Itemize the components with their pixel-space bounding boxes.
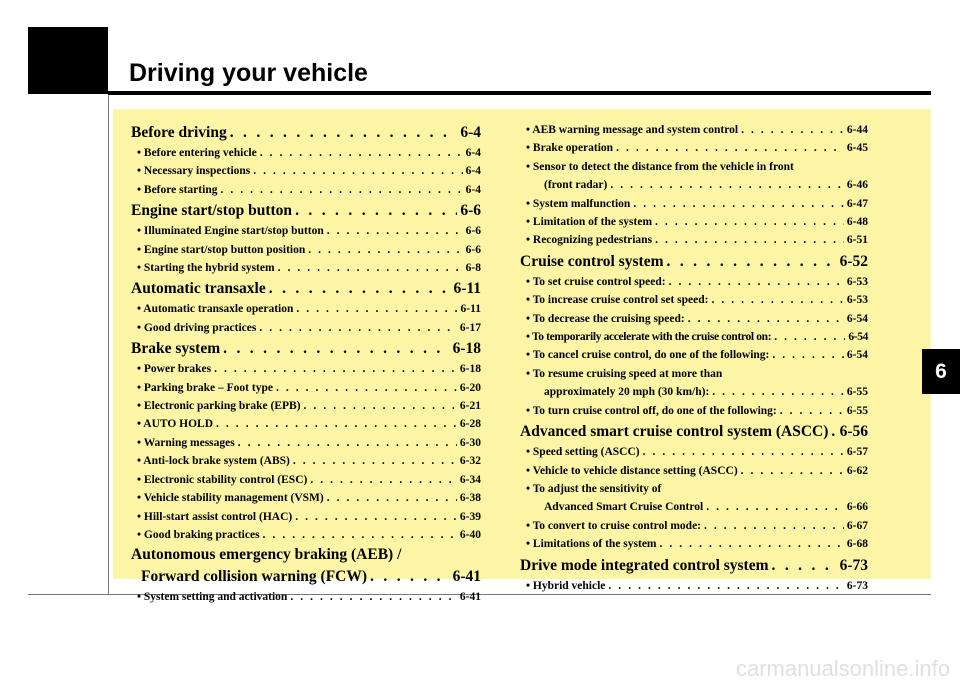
toc-item[interactable]: • Electronic stability control (ESC) . . . 6-34 [131, 471, 481, 489]
toc-item[interactable]: • To cancel cruise control, do one of the following: . . . 6-54 [520, 346, 868, 364]
toc-section[interactable]: Forward collision warning (FCW) . . . 6-41 [131, 565, 481, 588]
toc-section[interactable]: Cruise control system . . . 6-52 [520, 250, 868, 273]
toc-item[interactable]: • To set cruise control speed: . . . 6-53 [520, 273, 868, 291]
toc-item[interactable]: • Vehicle to vehicle distance setting (ASCC) . . . 6-62 [520, 462, 868, 480]
toc-item[interactable]: • Starting the hybrid system . . . 6-8 [131, 259, 481, 277]
toc-item[interactable]: • Vehicle stability management (VSM) . . . 6-38 [131, 489, 481, 507]
toc-left-column [131, 121, 481, 607]
header-black-block [28, 27, 108, 94]
toc-item[interactable]: • Warning messages . . . 6-30 [131, 434, 481, 452]
toc-item[interactable]: • Parking brake – Foot type . . . 6-20 [131, 379, 481, 397]
chapter-tab[interactable]: 6 [922, 349, 960, 394]
title-rule [108, 91, 931, 95]
toc-item[interactable]: • Before starting . . . 6-4 [131, 181, 481, 199]
toc-section[interactable]: Before driving . . . 6-4 [131, 121, 481, 144]
toc-item[interactable]: • To turn cruise control off, do one of the following: . . . 6-55 [520, 402, 868, 420]
toc-section[interactable]: Engine start/stop button . . . 6-6 [131, 199, 481, 222]
toc-section[interactable]: Drive mode integrated control system . . . 6-73 [520, 554, 868, 577]
toc-item[interactable]: • To convert to cruise control mode: . . . 6-67 [520, 517, 868, 535]
toc-item[interactable]: • Automatic transaxle operation . . . 6-11 [131, 300, 481, 318]
toc-item[interactable]: approximately 20 mph (30 km/h): . . . 6-55 [520, 383, 868, 401]
toc-item[interactable]: • System malfunction . . . 6-47 [520, 195, 868, 213]
toc-item-line[interactable]: • Sensor to detect the distance from the vehicle in front [526, 160, 794, 173]
toc-item[interactable]: • Electronic parking brake (EPB) . . . 6-21 [131, 397, 481, 415]
toc-item[interactable]: • Limitation of the system . . . 6-48 [520, 213, 868, 231]
toc-item[interactable]: • Necessary inspections . . . 6-4 [131, 162, 481, 180]
toc-item[interactable]: • Illuminated Engine start/stop button . . . 6-6 [131, 222, 481, 240]
toc-item[interactable]: • Engine start/stop button position . . . 6-6 [131, 241, 481, 259]
toc-item[interactable]: • Anti-lock brake system (ABS) . . . 6-32 [131, 452, 481, 470]
toc-item[interactable]: • Good driving practices . . . 6-17 [131, 319, 481, 337]
toc-section[interactable]: Advanced smart cruise control system (ASCC) . . . 6-56 [520, 420, 868, 443]
toc-item[interactable]: • Limitations of the system . . . 6-68 [520, 535, 868, 553]
toc-item[interactable]: Advanced Smart Cruise Control . . . 6-66 [520, 498, 868, 516]
toc-section-line[interactable]: Autonomous emergency braking (AEB) / [131, 546, 402, 564]
toc-item[interactable]: • AEB warning message and system control . . . 6-44 [520, 121, 868, 139]
toc-item[interactable]: • Brake operation . . . 6-45 [520, 139, 868, 157]
toc-item[interactable]: • Power brakes . . . 6-18 [131, 360, 481, 378]
margin-line [108, 95, 109, 595]
toc-section[interactable]: Brake system . . . 6-18 [131, 337, 481, 360]
toc-item[interactable]: • AUTO HOLD . . . 6-28 [131, 415, 481, 433]
toc-item-line[interactable]: • To resume cruising speed at more than [526, 367, 723, 380]
toc-item[interactable]: • Good braking practices . . . 6-40 [131, 526, 481, 544]
toc-section[interactable]: Automatic transaxle . . . 6-11 [131, 277, 481, 300]
toc-item[interactable]: • To temporarily accelerate with the cruise control on: . . . 6-54 [520, 328, 868, 346]
toc-item[interactable]: • Hybrid vehicle . . . 6-73 [520, 577, 868, 595]
toc-item[interactable]: • Before entering vehicle . . . 6-4 [131, 144, 481, 162]
toc-item[interactable]: • Recognizing pedestrians . . . 6-51 [520, 231, 868, 249]
page-title: Driving your vehicle [129, 59, 368, 87]
toc-item[interactable]: • To decrease the cruising speed: . . . 6-54 [520, 310, 868, 328]
toc-item[interactable]: • Speed setting (ASCC) . . . 6-57 [520, 443, 868, 461]
toc-item[interactable]: • System setting and activation . . . 6-41 [131, 588, 481, 606]
toc-right-column [520, 121, 868, 595]
toc-item-line[interactable]: • To adjust the sensitivity of [526, 482, 662, 495]
watermark: carmanualsonline.info [735, 656, 950, 681]
toc-item[interactable]: • Hill-start assist control (HAC) . . . 6-39 [131, 508, 481, 526]
toc-item[interactable]: (front radar) . . . 6-46 [520, 176, 868, 194]
toc-item[interactable]: • To increase cruise control set speed: . . . 6-53 [520, 291, 868, 309]
